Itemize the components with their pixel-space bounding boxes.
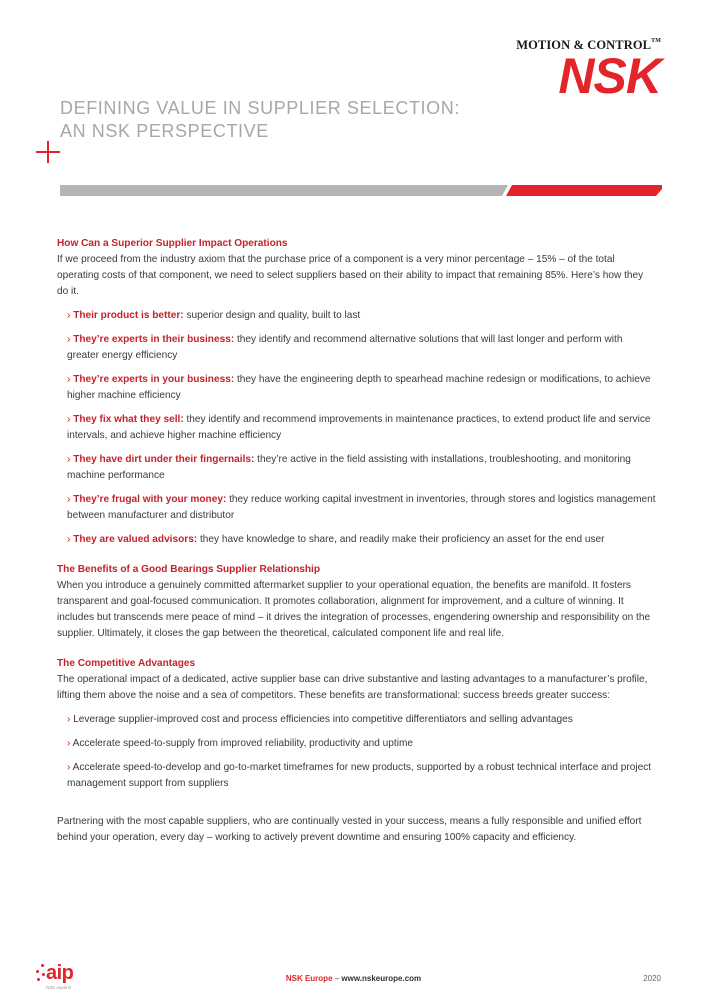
list-item — [67, 452, 657, 484]
chevron-right-icon: › — [67, 762, 71, 773]
item-text: they reduce working capital investment in inventories, through stores and logistics management between manufacturer and distributor — [67, 494, 656, 521]
list-item — [67, 372, 657, 404]
item-text: Accelerate speed-to-supply from improved reliability, productivity and uptime — [72, 738, 413, 749]
chevron-right-icon: › — [67, 334, 71, 345]
plus-icon — [36, 141, 60, 163]
logo-tagline: MOTION & CONTROL™ — [516, 38, 661, 52]
list-item — [67, 532, 657, 548]
item-label: They fix what they sell: — [73, 414, 184, 425]
list-item — [67, 412, 657, 444]
chevron-right-icon: › — [67, 494, 71, 505]
footer-year: 2020 — [643, 974, 661, 983]
chevron-right-icon: › — [67, 374, 71, 385]
advantages-paragraph: The operational impact of a dedicated, active supplier base can drive substantive and lasting advantages to a manufacturer’s profile, lifting them above the noise and a sea of competitors. These benefits are transformational: success breeds greater success: — [57, 674, 648, 701]
item-text: they have the engineering depth to spearhead machine redesign or modifications, to achieve higher machine efficiency — [67, 374, 651, 401]
section-intro: If we proceed from the industry axiom that the purchase price of a component is a very minor percentage – 15% – of the total operating costs of that component, we need to select suppliers based on their ability to impact that remaining 85%. Here’s how they do it. — [57, 254, 644, 297]
section-heading-benefits: The Benefits of a Good Bearings Supplier Relationship — [57, 564, 321, 575]
item-text: they’re active in the field assisting with installations, troubleshooting, and monitoring machine performance — [67, 454, 631, 481]
footer-company: NSK Europe — [285, 974, 333, 983]
item-text: superior design and quality, built to last — [183, 310, 361, 321]
footer-url-link[interactable]: www.nskeurope.com — [341, 974, 422, 983]
list-item — [67, 712, 657, 728]
item-text: Accelerate speed-to-develop and go-to-market timeframes for new products, supported by a robust technical interface and project management support from suppliers — [67, 762, 652, 789]
benefits-paragraph: When you introduce a genuinely committed aftermarket supplier to your operational equation, the benefits are manifold. It fosters transparent and goal-focused communication. It promotes collaboration, alignment for improvement, and a culture of winning. It includes but transcends mere peace of mind – it drives the integration of processes, engendering ownership and responsibility on the supplier. Ultimately, it closes the gap between the theoretical, calculated component life and real life. — [57, 580, 651, 639]
section-heading-impact: How Can a Superior Supplier Impact Operations — [57, 238, 288, 249]
chevron-right-icon: › — [67, 738, 71, 749]
chevron-right-icon: › — [67, 454, 71, 465]
title-line-2: AN NSK PERSPECTIVE — [60, 121, 269, 141]
section-heading-advantages: The Competitive Advantages — [57, 658, 196, 669]
item-text: they identify and recommend alternative solutions that will last longer and perform with greater energy efficiency — [67, 334, 623, 361]
chevron-right-icon: › — [67, 714, 71, 725]
main-content — [57, 236, 657, 846]
item-label: They’re experts in their business: — [73, 334, 235, 345]
item-text: they identify and recommend improvements in maintenance practices, to extend product life and service intervals, and achieve higher machine efficiency — [67, 414, 651, 441]
aip-logo-text: aip — [46, 962, 74, 984]
closing-paragraph: Partnering with the most capable suppliers, who are continually vested in your success, means a fully responsible and unified effort behind your operation, every day – working to actively prevent downtime and ensuring 100% capacity and efficiency. — [57, 816, 642, 843]
aip-logo-subtext: NSK experts — [46, 985, 72, 990]
list-item — [67, 736, 657, 752]
item-label: They have dirt under their fingernails: — [73, 454, 255, 465]
item-text: they have knowledge to share, and readily make their proficiency an asset for the end user — [197, 534, 605, 545]
chevron-right-icon: › — [67, 310, 71, 321]
item-label: They are valued advisors: — [73, 534, 198, 545]
logo-wordmark: NSK — [558, 48, 661, 104]
supplier-qualities-list — [67, 308, 657, 548]
list-item — [67, 332, 657, 364]
nsk-logo — [511, 38, 661, 104]
item-label: They’re frugal with your money: — [73, 494, 227, 505]
title-line-1: DEFINING VALUE IN SUPPLIER SELECTION: — [60, 98, 460, 118]
item-label: Their product is better: — [73, 310, 184, 321]
page-title — [60, 97, 460, 143]
header-divider-bar — [60, 185, 662, 196]
list-item — [67, 760, 657, 792]
list-item — [67, 492, 657, 524]
item-text: Leverage supplier-improved cost and process efficiencies into competitive differentiators and selling advantages — [73, 714, 573, 725]
chevron-right-icon: › — [67, 414, 71, 425]
advantages-list — [67, 712, 657, 792]
list-item — [67, 308, 657, 324]
footer-contact: NSK Europe – www.nskeurope.com — [285, 974, 422, 983]
item-label: They’re experts in your business: — [73, 374, 235, 385]
chevron-right-icon: › — [67, 534, 71, 545]
